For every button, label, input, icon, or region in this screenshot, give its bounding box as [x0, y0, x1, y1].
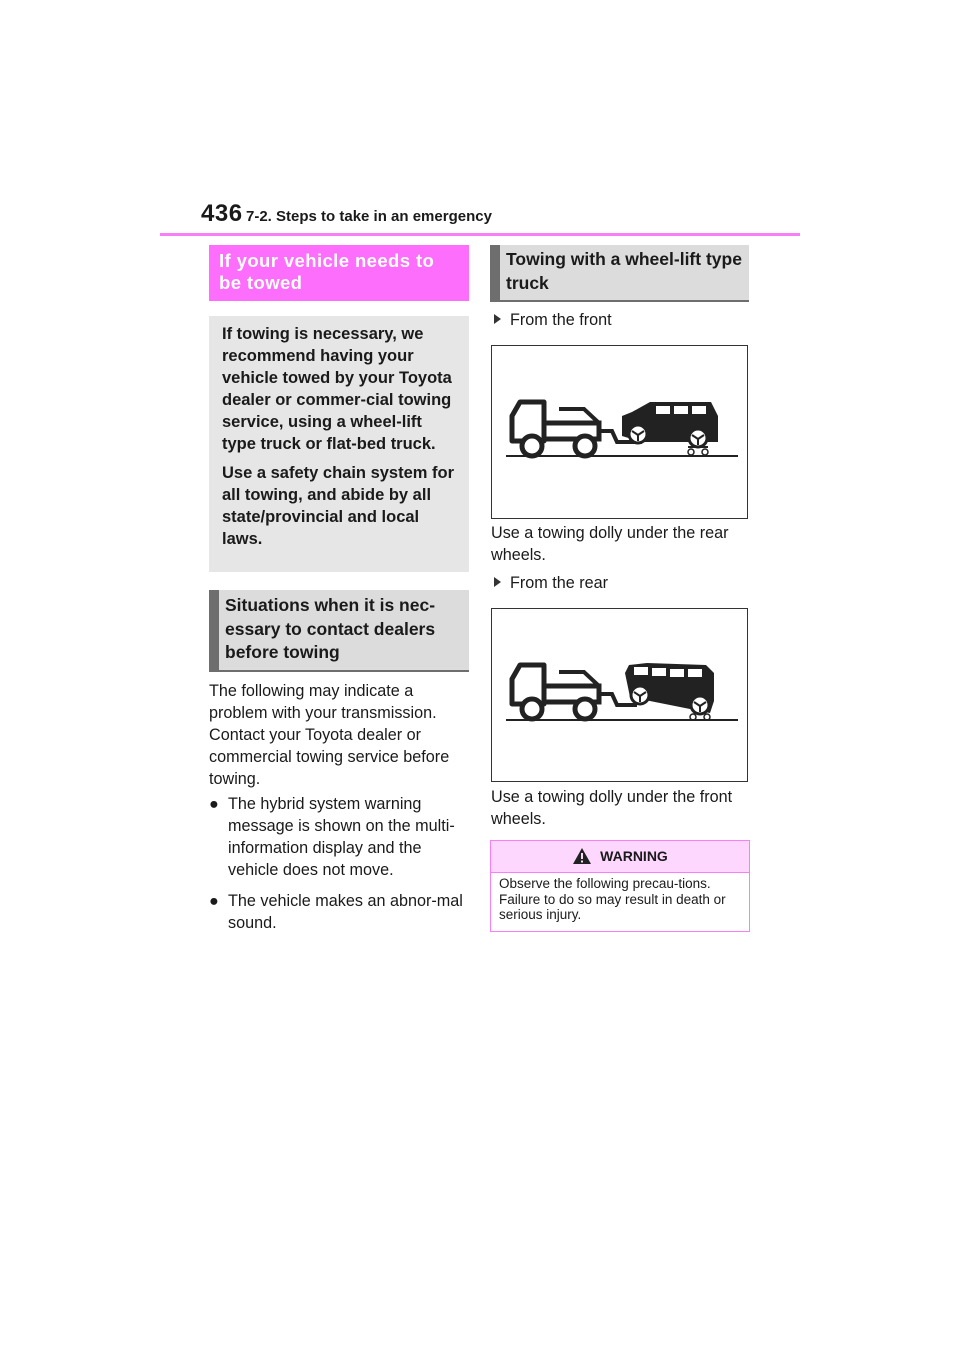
- header-divider: [160, 233, 800, 236]
- tow-from-rear-figure: [491, 608, 748, 782]
- tow-from-front-label: From the front: [494, 309, 612, 331]
- warning-triangle-icon: [572, 847, 592, 865]
- warning-title: WARNING: [600, 848, 668, 864]
- intro-paragraph: The following may indicate a problem with your transmission. Contact your Toyota dealer or commercial towing service before towing.: [209, 682, 450, 788]
- tow-from-front-caption: Use a towing dolly under the rear wheels.: [491, 524, 729, 564]
- tow-from-rear-label: From the rear: [494, 572, 608, 594]
- list-item: [209, 793, 471, 881]
- subheading-wheel-lift: [490, 245, 749, 302]
- subheading-text: Situations when it is nec-essary to contact dealers before towing: [225, 595, 436, 662]
- main-heading: If your vehicle needs to be towed: [209, 245, 469, 301]
- bullet-icon: ●: [209, 795, 219, 813]
- tow-from-rear-caption: Use a towing dolly under the front wheels.: [491, 788, 733, 828]
- section-title: 7-2. Steps to take in an emergency: [246, 208, 492, 225]
- bullet-icon: ●: [209, 892, 219, 910]
- tow-truck-rear-illustration: [492, 609, 747, 781]
- triangle-bullet-icon: [494, 577, 501, 587]
- info-box: [209, 316, 469, 572]
- page-number: 436: [201, 200, 243, 227]
- subheading-contact-dealers: [209, 590, 469, 672]
- triangle-bullet-icon: [494, 314, 501, 324]
- warning-header: [491, 841, 749, 873]
- list-item: [209, 890, 471, 934]
- subheading-rule: [209, 670, 469, 672]
- info-paragraph-safety-chain: Use a safety chain system for all towing, and abide by all state/provincial and local laws.: [222, 464, 455, 548]
- subheading-rule: [490, 300, 749, 302]
- info-paragraph-towing: If towing is necessary, we recommend having your vehicle towed by your Toyota dealer or commer-cial towing service, using a wheel-lift type truck or flat-bed truck.: [222, 325, 452, 453]
- bullet-text: The vehicle makes an abnor-mal sound.: [228, 892, 463, 932]
- tow-truck-front-illustration: [492, 346, 747, 518]
- warning-text: Observe the following precau-tions. Failure to do so may result in death or serious injury.: [499, 876, 726, 922]
- bullet-text: The hybrid system warning message is shown on the multi-information display and the vehicle does not move.: [228, 795, 455, 879]
- subheading-text: Towing with a wheel-lift type truck: [506, 249, 742, 293]
- warning-box: [490, 840, 750, 932]
- tow-from-front-figure: [491, 345, 748, 519]
- bullet-list: [209, 793, 471, 943]
